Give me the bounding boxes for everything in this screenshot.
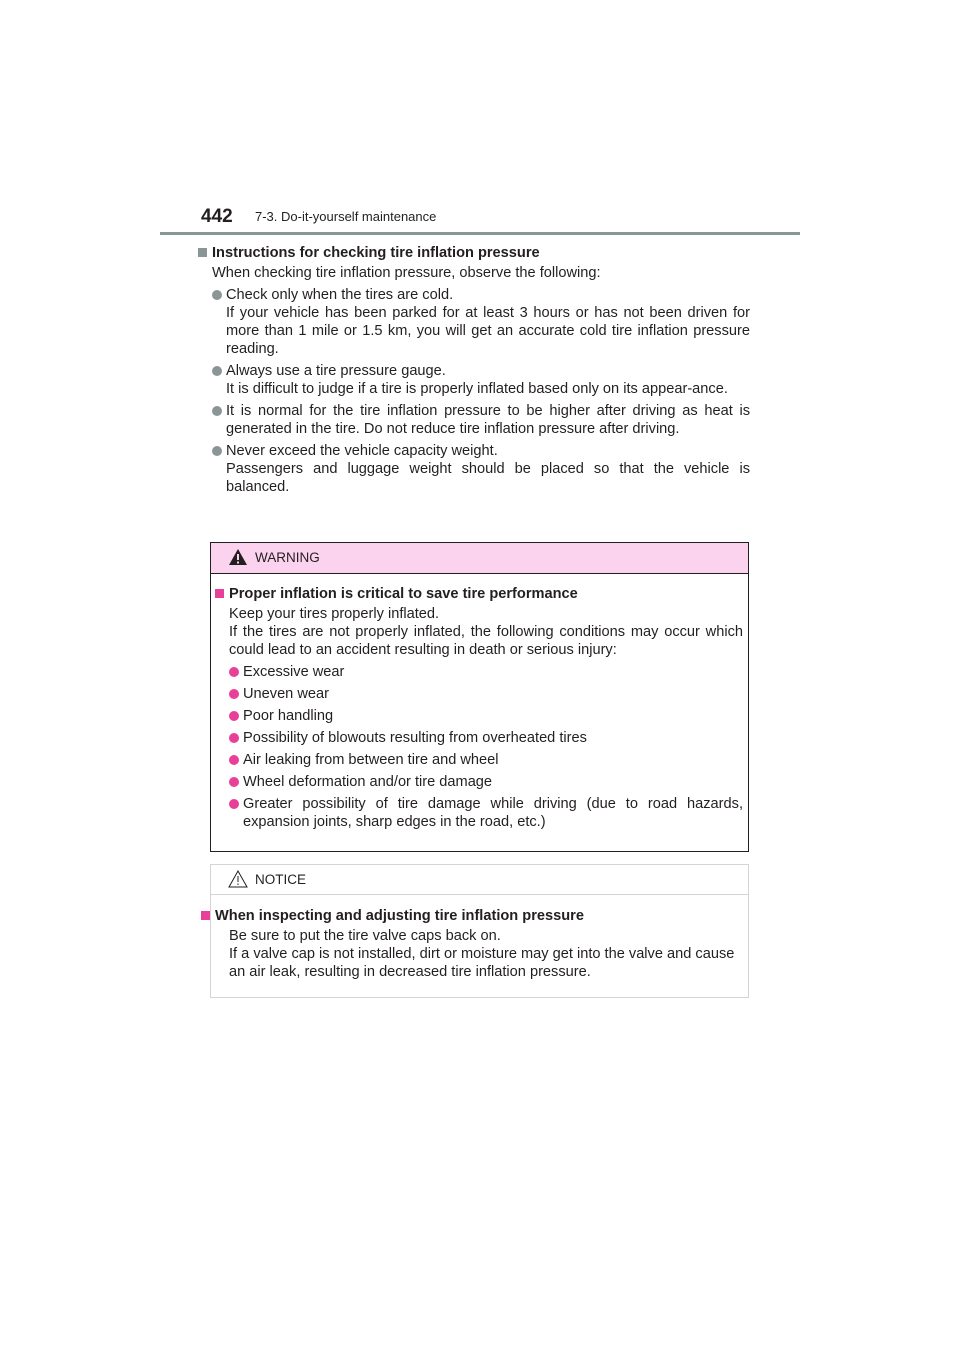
warning-box [210,542,749,852]
list-item: Air leaking from between tire and wheel [229,751,743,769]
square-bullet-icon [198,248,207,257]
list-item: Excessive wear [229,663,743,681]
circle-bullet-icon [229,777,239,787]
notice-line-1: Be sure to put the tire valve caps back on. [229,928,501,944]
square-bullet-icon [215,589,224,598]
warning-line-2: If the tires are not properly inflated, the following conditions may occur which could lead to an accident resulting in death or serious injury: [229,624,743,658]
list-item: Wheel deformation and/or tire damage [229,773,743,791]
circle-bullet-icon [212,290,222,300]
page-header [160,200,800,236]
circle-bullet-icon [212,446,222,456]
notice-line-2: If a valve cap is not installed, dirt or moisture may get into the valve and cause an air leak, resulting in decreased tire inflation pressure. [229,946,735,980]
warning-header [211,543,748,574]
circle-bullet-icon [229,799,239,809]
notice-header [211,865,748,895]
page-number: 442 [201,206,233,227]
notice-heading: When inspecting and adjusting tire inflation pressure [201,907,743,925]
bullet-list [212,286,750,496]
warning-list [215,663,743,831]
circle-bullet-icon [229,733,239,743]
list-item: Possibility of blowouts resulting from overheated tires [229,729,743,747]
list-item: It is normal for the tire inflation pressure to be higher after driving as heat is generated in the tire. Do not reduce tire inflation pressure after driving. [212,402,750,438]
warning-line-1: Keep your tires properly inflated. [229,606,440,622]
circle-bullet-icon [212,366,222,376]
warning-heading: Proper inflation is critical to save tire performance [215,585,743,603]
caution-triangle-icon [228,870,248,888]
warning-title: WARNING [255,550,320,565]
list-item: Check only when the tires are cold. If your vehicle has been parked for at least 3 hours or has not been driven for more than 1 mile or 1.5 km, you will get an accurate cold tire inflation pressure reading. [212,286,750,358]
intro-text: When checking tire inflation pressure, observe the following: [212,265,601,281]
warning-body [215,585,743,835]
notice-box [210,864,749,998]
section-heading: Instructions for checking tire inflation pressure [198,244,750,262]
circle-bullet-icon [229,711,239,721]
notice-body [215,907,743,981]
notice-title: NOTICE [255,872,307,887]
list-item: Uneven wear [229,685,743,703]
warning-triangle-icon [228,548,248,566]
list-item: Always use a tire pressure gauge. It is difficult to judge if a tire is properly inflated based only on its appear-ance. [212,362,750,398]
main-content [212,244,750,500]
section-title: 7-3. Do-it-yourself maintenance [255,209,437,224]
square-bullet-icon [201,911,210,920]
circle-bullet-icon [212,406,222,416]
header-rule [160,232,800,235]
list-item: Greater possibility of tire damage while driving (due to road hazards, expansion joints, sharp edges in the road, etc.) [229,795,743,831]
circle-bullet-icon [229,689,239,699]
circle-bullet-icon [229,667,239,677]
circle-bullet-icon [229,755,239,765]
list-item: Poor handling [229,707,743,725]
list-item: Never exceed the vehicle capacity weight. Passengers and luggage weight should be placed so that the vehicle is balanced. [212,442,750,496]
